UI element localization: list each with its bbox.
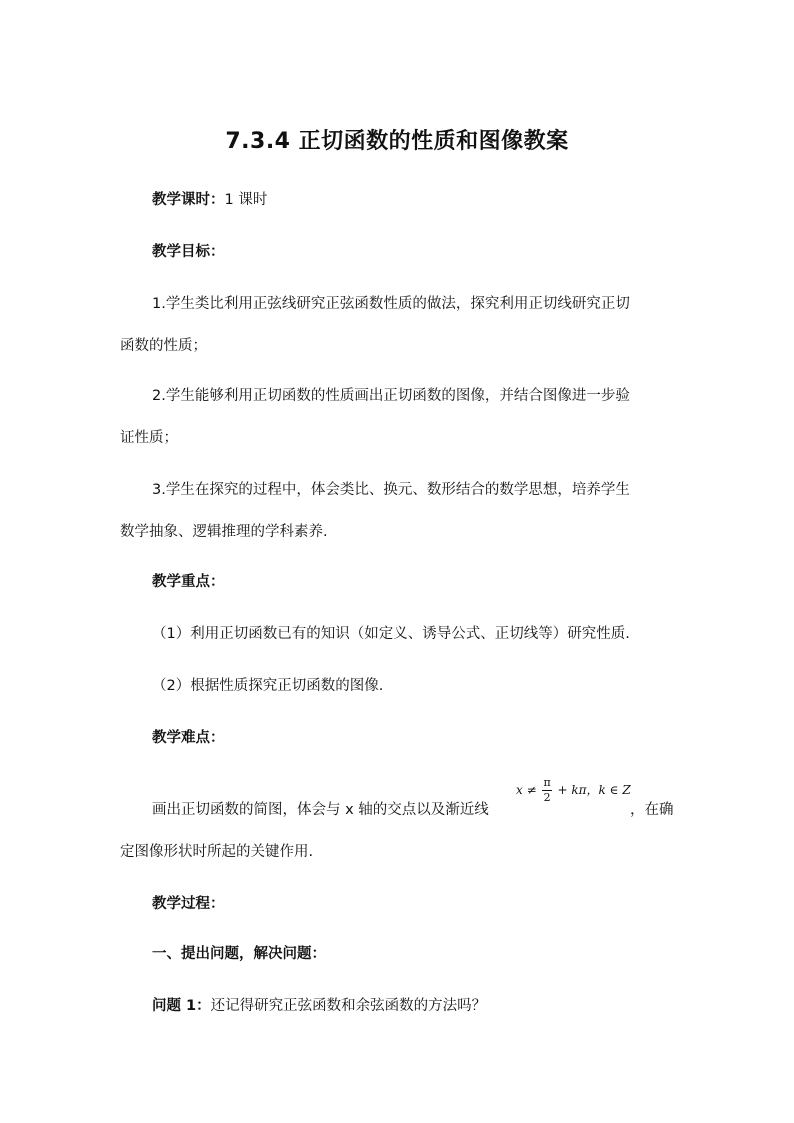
- objective-1-line1: 1.学生类比利用正弦线研究正弦函数性质的做法，探究利用正切线研究正切: [152, 296, 630, 312]
- objective-1-line2: 函数的性质；: [120, 338, 207, 354]
- process-heading: 教学过程：: [152, 896, 225, 912]
- section-1-heading: 一、提出问题，解决问题：: [152, 946, 326, 962]
- page-title: 7.3.4 正切函数的性质和图像教案: [225, 129, 569, 154]
- formula-fraction: [542, 776, 551, 805]
- key-point-1: （1）利用正切函数已有的知识（如定义、诱导公式、正切线等）研究性质.: [152, 626, 630, 642]
- objective-3-line2: 数学抽象、逻辑推理的学科素养.: [120, 524, 328, 540]
- question-1-line: [152, 996, 486, 1016]
- key-point-2: （2）根据性质探究正切函数的图像.: [152, 678, 384, 694]
- difficulty-line1-before: 画出正切函数的简图，体会与 x 轴的交点以及渐近线: [152, 802, 489, 818]
- objective-2-line1: 2.学生能够利用正切函数的性质画出正切函数的图像，并结合图像进一步验: [152, 388, 630, 404]
- key-points-heading: 教学重点：: [152, 574, 225, 590]
- difficulties-heading: 教学难点：: [152, 730, 225, 746]
- formula-denominator: 2: [543, 791, 551, 804]
- class-hours-value: 1 课时: [224, 192, 268, 208]
- formula-numerator: π: [543, 776, 551, 789]
- class-hours-label: 教学课时：: [152, 192, 225, 208]
- objective-2-line2: 证性质；: [120, 430, 178, 446]
- formula-lhs: x ≠: [516, 783, 537, 797]
- question-1-label: 问题 1：: [152, 998, 211, 1014]
- objective-3-line1: 3.学生在探究的过程中，体会类比、换元、数形结合的数学思想，培养学生: [152, 482, 630, 498]
- question-1-text: 还记得研究正弦函数和余弦函数的方法吗？: [210, 998, 487, 1014]
- difficulty-line1-after: ，在确: [630, 802, 674, 818]
- formula-rhs: + kπ，k ∈ Z: [557, 783, 631, 797]
- objectives-heading: 教学目标：: [152, 244, 225, 260]
- class-hours-line: [152, 190, 267, 210]
- difficulty-line2: 定图像形状时所起的关键作用.: [120, 844, 314, 860]
- asymptote-formula: [516, 776, 631, 805]
